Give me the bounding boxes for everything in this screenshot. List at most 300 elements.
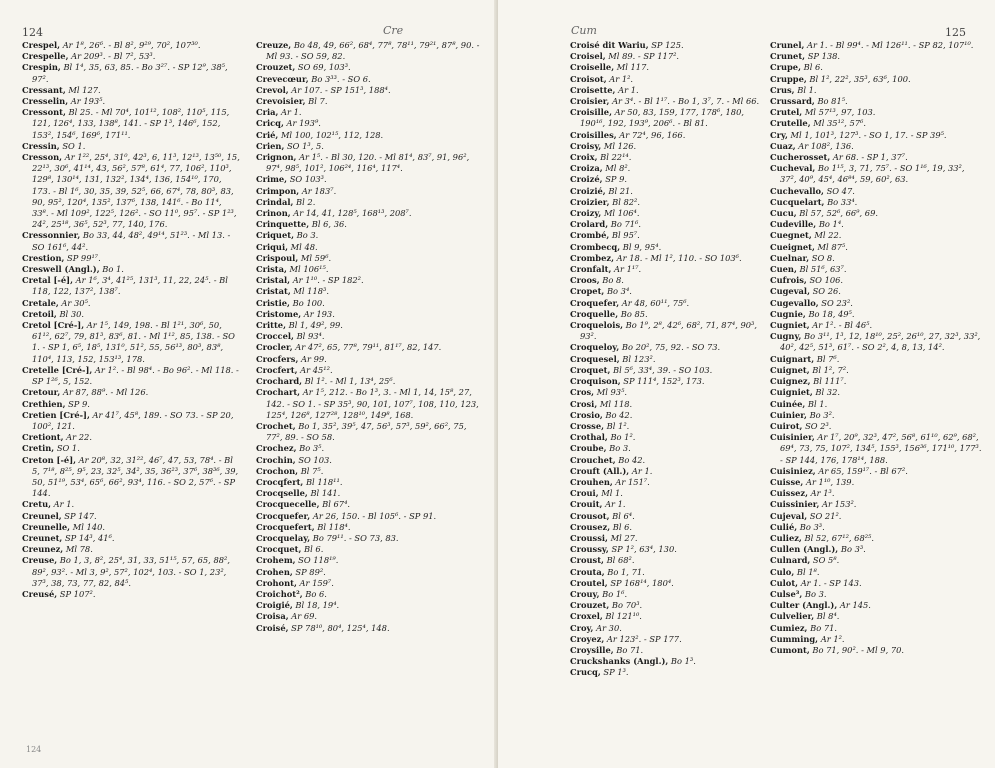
index-entry — [570, 320, 768, 342]
entry-references: Bl 6⁴. — [612, 510, 635, 521]
left-column-2 — [256, 40, 484, 634]
index-entry — [22, 320, 240, 365]
entry-references: Bo 3². — [809, 409, 835, 420]
entry-references: Ml 140. — [72, 521, 105, 532]
entry-references: Bl 93⁴. — [296, 331, 325, 342]
index-entry — [256, 443, 484, 454]
entry-references: Ar 1. — [618, 84, 639, 95]
entry-headword: Crespelle, — [22, 51, 69, 62]
entry-references: Ar 20⁸, 32, 31²², 46⁷, 47, 53, 78⁴. - Bl 5, 7¹⁸, 8²⁵, 9⁵, 23, 32⁵, 34², 35, 36²³, 37⁶, 38³⁶, 39, 50, 51¹⁹, 53⁴, 65⁶, 66², 93⁴, 116. - SO 2, 57⁶. - SP 144. — [32, 454, 239, 499]
entry-headword: Crespin, — [22, 62, 61, 73]
entry-references: SO 2³. — [805, 420, 832, 431]
entry-references: Ar 153². — [822, 499, 857, 510]
index-entry — [770, 107, 982, 118]
index-entry — [256, 208, 484, 219]
entry-headword: Crien, — [256, 140, 285, 151]
entry-headword: Crohem, — [256, 555, 296, 566]
entry-references: Bo 71, 90². - Ml 9, 70. — [812, 644, 905, 655]
index-entry — [256, 522, 484, 533]
index-entry — [570, 230, 768, 241]
entry-references: Ml 48. — [290, 241, 318, 252]
entry-references: SO 69, 103³. — [297, 62, 351, 73]
right-column-1 — [570, 40, 768, 679]
entry-headword: Crochart, — [256, 387, 301, 398]
index-entry — [770, 399, 982, 410]
index-entry — [770, 611, 982, 622]
entry-headword: Croisette, — [570, 84, 616, 95]
entry-references: SO 106. — [809, 275, 844, 286]
entry-headword: Croix, — [570, 152, 598, 163]
index-entry — [256, 387, 484, 421]
entry-references: Ar 41⁷, 45⁸, 189. - SO 73. - SP 20, 100², 121. — [32, 409, 234, 431]
entry-headword: Cuissinier, — [770, 499, 820, 510]
entry-headword: Cuchevallo, — [770, 185, 824, 196]
entry-references: Bl 1². — [606, 420, 630, 431]
entry-headword: Culvelier, — [770, 611, 815, 622]
index-entry — [570, 533, 768, 544]
entry-references: Bo 1⁴. — [818, 219, 844, 230]
entry-references: Bl 52, 67¹², 68²⁵. — [804, 532, 875, 543]
entry-headword: Crolard, — [570, 219, 609, 230]
index-entry — [770, 354, 982, 365]
index-entry — [256, 62, 484, 73]
entry-headword: Crombez, — [570, 252, 614, 263]
index-entry — [256, 130, 484, 141]
entry-headword: Croust, — [570, 555, 604, 566]
entry-references: Bo 33, 44, 48², 49¹⁴, 51²³. - Ml 13. - SO 161⁶, 44². — [32, 230, 231, 252]
entry-references: Ar 1⁵. - Bl 30, 120. - Ml 81⁴, 83⁷, 91, 96², 97⁴, 98⁵, 101², 106²⁴, 116⁴, 117⁴. — [266, 152, 470, 174]
index-entry — [570, 208, 768, 219]
index-entry — [770, 219, 982, 230]
entry-headword: Croiselle, — [570, 62, 615, 73]
index-entry — [22, 40, 240, 51]
entry-headword: Crignon, — [256, 152, 297, 163]
entry-headword: Crevecœur, — [256, 73, 309, 84]
entry-references: SP 14³, 41⁶. — [64, 532, 115, 543]
index-entry — [256, 578, 484, 589]
index-entry — [570, 488, 768, 499]
index-entry — [770, 645, 982, 656]
entry-headword: Croos, — [570, 275, 600, 286]
index-entry — [770, 85, 982, 96]
entry-headword: Croquet, — [570, 364, 611, 375]
entry-references: Bl 2. — [296, 196, 316, 207]
entry-headword: Criqui, — [256, 241, 289, 252]
entry-headword: Cressin, — [22, 140, 60, 151]
entry-references: Ar 1. - Bl 99⁴. - Ml 126¹¹. - SP 82, 107¹⁰. — [807, 40, 974, 50]
entry-references: Bl 51⁶, 63⁷. — [799, 264, 847, 275]
entry-headword: Cristie, — [256, 297, 290, 308]
entry-headword: Cretelle [Cré-], — [22, 364, 93, 375]
index-entry — [256, 275, 484, 286]
entry-references: Bl 1. — [807, 398, 828, 409]
index-entry — [256, 354, 484, 365]
entry-headword: Croisille, — [570, 107, 612, 118]
entry-headword: Cugeval, — [770, 286, 810, 297]
index-entry — [770, 96, 982, 107]
entry-headword: Cudeville, — [770, 219, 817, 230]
entry-references: Ar 1⁷, 20⁹, 32³, 47², 56⁸, 61¹⁰, 62⁹, 68², 69⁴, 73, 75, 107², 134⁵, 155³, 156³⁶, 171¹⁰, 177³. - SP 144, 176, 178¹⁴, 188. — [780, 432, 982, 465]
index-entry — [770, 74, 982, 85]
index-entry — [256, 309, 484, 320]
entry-references: Ml 93⁵. — [596, 387, 628, 398]
entry-references: Bl 123². — [622, 353, 656, 364]
index-entry — [770, 410, 982, 421]
index-entry — [570, 387, 768, 398]
entry-references: Bo 48, 49, 66², 68⁴, 77⁸, 78¹¹, 79²¹, 87⁸, 90. - Ml 93. - SO 59, 82. — [266, 40, 480, 62]
entry-references: Ar 87, 88⁹. - Ml 126. — [62, 387, 149, 398]
entry-headword: Croisel, — [570, 51, 606, 62]
index-entry — [770, 522, 982, 533]
index-entry — [570, 365, 768, 376]
index-entry — [570, 354, 768, 365]
entry-headword: Cretiont, — [22, 432, 64, 443]
entry-headword: Crombé, — [570, 230, 610, 241]
entry-headword: Cricq, — [256, 118, 284, 129]
index-entry — [570, 253, 768, 264]
index-entry — [570, 511, 768, 522]
index-entry — [256, 421, 484, 443]
entry-headword: Creuze, — [256, 40, 292, 50]
entry-headword: Cretol [Cré-], — [22, 320, 85, 331]
entry-references: Bo 33⁴. — [827, 196, 858, 207]
entry-references: Bo 85. — [620, 308, 648, 319]
entry-references: Ar 1⁵, 212. - Bo 1³, 3. - Ml 1, 14, 15⁸, 27, 142. - SO 1. - SP 35³, 90, 101, 107⁷, 108, 110, 123, 125⁴, 126⁸, 127²⁸, 128¹⁰, 149⁸, 168. — [266, 387, 479, 420]
entry-references: SO 103³. — [289, 174, 327, 185]
index-entry — [256, 488, 484, 499]
entry-references: Bl 1², 22², 35³, 63⁶, 100. — [809, 73, 911, 84]
entry-headword: Croquison, — [570, 376, 621, 387]
index-entry — [770, 634, 982, 645]
entry-references: Bl 9, 95⁴. — [622, 241, 662, 252]
entry-headword: Crosi, — [570, 398, 598, 409]
entry-references: Bl 6. — [304, 544, 324, 555]
entry-headword: Cressant, — [22, 84, 66, 95]
index-entry — [256, 85, 484, 96]
entry-headword: Criquet, — [256, 230, 294, 241]
entry-headword: Crispoul, — [256, 252, 299, 263]
index-entry — [570, 298, 768, 309]
entry-references: SP 89². — [295, 566, 326, 577]
index-entry — [570, 589, 768, 600]
entry-references: Ar 151⁷. — [615, 476, 650, 487]
left-page-number: 124 — [22, 26, 43, 39]
entry-headword: Crothal, — [570, 432, 608, 443]
entry-references: SO 103. — [298, 454, 332, 465]
index-entry — [256, 499, 484, 510]
left-footer-mark: 124 — [26, 745, 42, 754]
entry-headword: Croquesel, — [570, 353, 620, 364]
index-entry — [770, 544, 982, 555]
entry-headword: Crethien, — [22, 398, 66, 409]
entry-references: Ml 126. — [603, 140, 637, 151]
entry-references: Ar 30⁵. — [61, 297, 91, 308]
index-entry — [256, 320, 484, 331]
entry-references: Ar 1². - Bl 46⁵. — [812, 320, 873, 331]
index-entry — [22, 309, 240, 320]
entry-references: Ar 183⁷. — [301, 185, 337, 196]
entry-headword: Croxel, — [570, 611, 603, 622]
entry-headword: Crestion, — [22, 252, 65, 263]
entry-references: SP 9. — [605, 174, 628, 185]
entry-headword: Crosio, — [570, 409, 603, 420]
entry-references: Ml 78. — [65, 544, 93, 555]
index-entry — [256, 533, 484, 544]
entry-headword: Crouy, — [570, 588, 600, 599]
entry-references: Bl 1², 7². — [812, 364, 849, 375]
index-entry — [256, 477, 484, 488]
entry-references: Ml 8². — [605, 163, 631, 174]
entry-headword: Crousez, — [570, 521, 611, 532]
index-entry — [570, 96, 768, 107]
entry-headword: Croquelle, — [570, 308, 619, 319]
entry-references: Bl 8⁴. — [816, 611, 840, 622]
entry-headword: Croizier, — [570, 196, 610, 207]
entry-references: Ar 72⁴, 96, 166. — [619, 129, 686, 140]
left-running-head: Cre — [383, 24, 404, 37]
index-entry — [256, 365, 484, 376]
index-entry — [570, 656, 768, 667]
entry-headword: Culter (Angl.), — [770, 600, 838, 611]
entry-references: SO 23². — [821, 297, 853, 308]
index-entry — [570, 342, 768, 353]
index-entry — [570, 242, 768, 253]
entry-headword: Cropet, — [570, 286, 605, 297]
index-entry — [22, 264, 240, 275]
index-entry — [770, 589, 982, 600]
index-entry — [770, 141, 982, 152]
entry-headword: Cronfalt, — [570, 264, 612, 275]
entry-references: Ar 14, 41, 128⁵, 168¹³, 208⁷. — [293, 208, 412, 219]
entry-headword: Crouta, — [570, 566, 605, 577]
entry-references: Bo 1, 3, 8², 25⁴, 31, 33, 51¹⁵, 57, 65, 88², 89², 93². - Ml 3, 9², 57², 102⁴, 103. - SO 1, 23², 37³, 38, 73, 77, 82, 84⁵. — [32, 555, 230, 588]
index-entry — [770, 230, 982, 241]
entry-headword: Croizié, — [570, 185, 606, 196]
index-entry — [770, 578, 982, 589]
index-entry — [22, 230, 240, 252]
entry-references: Bl 95⁷. — [611, 230, 640, 241]
index-entry — [770, 567, 982, 578]
index-entry — [22, 544, 240, 555]
entry-references: Bl 82². — [612, 196, 641, 207]
index-entry — [570, 174, 768, 185]
entry-references: SP 147. — [64, 510, 97, 521]
entry-references: Ar 1. — [281, 107, 302, 118]
index-entry — [770, 421, 982, 432]
entry-headword: Culo, — [770, 566, 795, 577]
entry-references: Ml 1, 101³, 127³. - SO 1, 17. - SP 39⁵. — [790, 129, 947, 140]
entry-references: Bo 3³³. - SO 6. — [311, 73, 371, 84]
index-entry — [22, 298, 240, 309]
index-entry — [770, 309, 982, 320]
entry-headword: Creunet, — [22, 532, 63, 543]
entry-references: Bo 3. — [296, 230, 319, 241]
entry-headword: Cretu, — [22, 499, 52, 510]
index-entry — [256, 118, 484, 129]
entry-headword: Culiez, — [770, 532, 802, 543]
entry-headword: Cretour, — [22, 387, 61, 398]
entry-headword: Crouchet, — [570, 454, 616, 465]
entry-headword: Croisé dit Wariu, — [570, 40, 649, 50]
index-entry — [22, 96, 240, 107]
index-entry — [570, 186, 768, 197]
entry-references: Ml 89. - SP 117². — [608, 51, 680, 62]
entry-headword: Crocquecelle, — [256, 499, 320, 510]
index-entry — [570, 477, 768, 488]
entry-headword: Cucheval, — [770, 163, 816, 174]
entry-references: Bl 6. — [612, 521, 633, 532]
index-entry — [570, 432, 768, 443]
entry-headword: Croy, — [570, 622, 594, 633]
entry-headword: Cuisiniez, — [770, 465, 816, 476]
entry-headword: Croisa, — [256, 611, 289, 622]
index-entry — [22, 499, 240, 510]
index-entry — [256, 197, 484, 208]
index-entry — [22, 533, 240, 544]
entry-headword: Culnard, — [770, 555, 811, 566]
entry-headword: Crinquette, — [256, 219, 310, 230]
entry-headword: Cry, — [770, 129, 788, 140]
entry-headword: Crucq, — [570, 667, 601, 678]
entry-headword: Croisot, — [570, 73, 607, 84]
index-entry — [770, 320, 982, 331]
index-entry — [570, 286, 768, 297]
entry-references: SP 78¹⁰, 80⁴, 125⁴, 148. — [291, 622, 390, 633]
entry-headword: Cruppe, — [770, 73, 807, 84]
entry-headword: Crombecq, — [570, 241, 621, 252]
entry-headword: Cressonnier, — [22, 230, 81, 241]
entry-references: Bl 32. — [815, 387, 841, 398]
index-entry — [256, 253, 484, 264]
entry-references: Ml 106¹⁵. — [289, 264, 329, 275]
entry-headword: Crussard, — [770, 96, 815, 107]
entry-headword: Crocfert, — [256, 364, 298, 375]
entry-references: Bl 7. — [308, 96, 328, 107]
left-page — [0, 0, 497, 768]
entry-references: Ml 57¹³, 97, 103. — [804, 107, 876, 118]
entry-headword: Crocquefert, — [256, 521, 315, 532]
entry-headword: Crutel, — [770, 107, 803, 118]
entry-references: Bo 1, 71. — [607, 566, 645, 577]
entry-references: Ml 117. — [616, 62, 649, 73]
entry-headword: Crochez, — [256, 443, 297, 454]
index-entry — [570, 410, 768, 421]
index-entry — [770, 40, 982, 51]
entry-references: Bo 20², 75, 92. - SO 73. — [621, 342, 721, 353]
index-entry — [256, 511, 484, 522]
index-entry — [770, 208, 982, 219]
index-entry — [770, 186, 982, 197]
entry-headword: Cufrois, — [770, 275, 807, 286]
entry-headword: Creunel, — [22, 510, 62, 521]
entry-headword: Crevol, — [256, 84, 289, 95]
entry-references: SP 99¹⁷. — [67, 252, 101, 263]
entry-references: SP 138. — [807, 51, 841, 62]
index-entry — [770, 163, 982, 185]
entry-headword: Croisé, — [256, 622, 289, 633]
entry-references: Bo 42. — [618, 454, 646, 465]
entry-references: Ml 87⁵. — [817, 241, 848, 252]
index-entry — [22, 387, 240, 398]
index-entry — [570, 74, 768, 85]
entry-headword: Crouft (All.), — [570, 465, 630, 476]
entry-headword: Cuegnet, — [770, 230, 812, 241]
entry-references: SP 107². — [59, 588, 96, 599]
index-entry — [770, 275, 982, 286]
entry-headword: Croyez, — [570, 633, 605, 644]
entry-references: SO 1³, 5. — [286, 140, 324, 151]
index-entry — [22, 589, 240, 600]
index-entry — [22, 62, 240, 84]
index-entry — [770, 477, 982, 488]
entry-references: Bl 57, 52⁶, 66⁹, 69. — [799, 208, 878, 219]
index-entry — [770, 432, 982, 466]
entry-headword: Cressont, — [22, 107, 66, 118]
entry-references: Ar 1. — [605, 499, 626, 510]
index-entry — [570, 309, 768, 320]
entry-references: Bo 1⁹, 2⁸, 42⁶, 68², 71, 87⁴, 90³, 93². — [580, 320, 757, 342]
entry-headword: Cuirot, — [770, 420, 803, 431]
index-entry — [570, 466, 768, 477]
entry-references: Ar 145. — [839, 600, 871, 611]
entry-references: Ml 106⁴. — [603, 208, 640, 219]
entry-references: Bl 118¹¹. — [305, 476, 343, 487]
index-entry — [256, 623, 484, 634]
entry-headword: Cugevallo, — [770, 297, 819, 308]
entry-references: Ar 1. — [53, 499, 75, 510]
entry-references: Bl 6. — [803, 62, 823, 73]
index-entry — [256, 589, 484, 600]
entry-references: Bo 3³. — [840, 544, 866, 555]
entry-headword: Cueignet, — [770, 241, 815, 252]
entry-headword: Crus, — [770, 84, 795, 95]
left-column-1 — [22, 40, 240, 600]
entry-headword: Crinon, — [256, 208, 291, 219]
entry-references: Ar 159⁷. — [299, 577, 334, 588]
index-entry — [570, 611, 768, 622]
entry-references: Ar 1. - SP 143. — [800, 577, 862, 588]
entry-references: Ar 68. - SP 1, 37⁷. — [832, 152, 908, 163]
entry-headword: Crupe, — [770, 62, 801, 73]
entry-references: SP 9. — [68, 398, 90, 409]
entry-headword: Crunet, — [770, 51, 806, 62]
index-entry — [256, 242, 484, 253]
index-entry — [256, 455, 484, 466]
entry-headword: Creuse, — [22, 555, 58, 566]
entry-references: Bo 3¹¹, 1³, 12, 18¹⁰, 25², 26¹⁰, 27, 32³, 33², 40², 42⁵, 51³, 61⁷. - SO 2², 4, 8, 13, 14². — [780, 331, 981, 353]
entry-references: Ar 3⁴. - Bl 1¹⁷. - Bo 1, 3⁷, 7. - Ml 66. — [612, 96, 760, 107]
index-entry — [570, 634, 768, 645]
entry-references: Ar 1³. — [810, 488, 835, 499]
entry-headword: Crutelle, — [770, 118, 811, 129]
entry-references: SO 47. — [826, 185, 855, 196]
entry-headword: Culié, — [770, 521, 798, 532]
entry-headword: Crime, — [256, 174, 288, 185]
entry-references: Ar 107. - SP 151³, 188⁴. — [291, 84, 391, 95]
entry-references: Ml 118³. — [293, 286, 329, 297]
index-entry — [770, 286, 982, 297]
index-entry — [770, 242, 982, 253]
entry-references: Ar 1². — [820, 633, 845, 644]
index-entry — [256, 74, 484, 85]
index-entry — [770, 152, 982, 163]
entry-references: Bo 6. — [305, 588, 327, 599]
index-entry — [256, 544, 484, 555]
entry-headword: Croccel, — [256, 331, 294, 342]
right-running-head: Cum — [571, 24, 597, 37]
entry-headword: Croizy, — [570, 208, 602, 219]
index-entry — [256, 298, 484, 309]
